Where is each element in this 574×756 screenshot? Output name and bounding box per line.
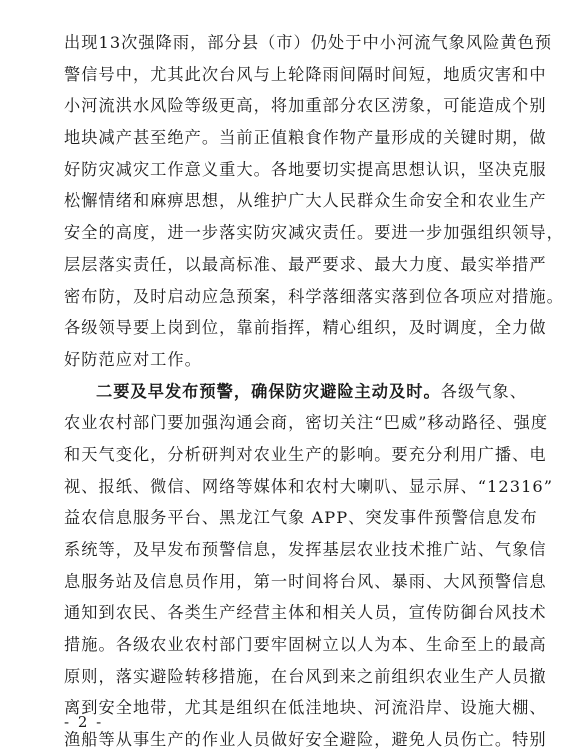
text-line: 措施。各级农业农村部门要牢固树立以人为本、生命至上的最高 — [64, 635, 547, 655]
text-line: 各级领导要上岗到位，靠前指挥，精心组织，及时调度，全力做 — [64, 318, 547, 338]
text-line: 好防灾减灾工作意义重大。各地要切实提高思想认识，坚决克服 — [64, 159, 547, 179]
text-line: 益农信息服务平台、黑龙江气象 APP、突发事件预警信息发布 — [64, 508, 538, 528]
text-line: 通知到农民、各类生产经营主体和相关人员，宣传防御台风技术 — [64, 603, 547, 623]
section-heading: 二要及早发布预警，确保防灾避险主动及时。 — [96, 381, 441, 401]
text-fragment: 各级气象、 — [440, 381, 527, 401]
paragraph-1 — [64, 27, 564, 376]
document-body — [64, 27, 564, 756]
text-line: 好防范应对工作。 — [64, 349, 202, 369]
page-number: - 2 - — [64, 713, 104, 731]
text-line: 层层落实责任，以最高标准、最严要求、最大力度、最实举措严 — [64, 254, 547, 274]
text-line: 密布防，及时启动应急预案，科学落细落实落到位各项应对措施。 — [64, 286, 564, 306]
text-line: 小河流洪水风险等级更高，将加重部分农区涝象，可能造成个别 — [64, 96, 547, 116]
text-line: 安全的高度，进一步落实防灾减灾责任。要进一步加强组织领导， — [64, 223, 564, 243]
paragraph-2-first-line — [64, 376, 527, 408]
text-line: 离到安全地带，尤其是组织在低洼地块、河流沿岸、设施大棚、 — [64, 698, 547, 718]
text-line: 地块减产甚至绝产。当前正值粮食作物产量形成的关键时期，做 — [64, 128, 547, 148]
text-line: 息服务站及信息员作用，第一时间将台风、暴雨、大风预警信息 — [64, 571, 547, 591]
text-line: 视、报纸、微信、网络等媒体和农村大喇叭、显示屏、“12316” — [64, 476, 554, 496]
text-line: 出现13次强降雨，部分县（市）仍处于中小河流气象风险黄色预 — [64, 33, 553, 52]
text-line: 和天气变化，分析研判对农业生产的影响。要充分利用广播、电 — [64, 444, 547, 464]
text-line: 系统等，及早发布预警信息，发挥基层农业技术推广站、气象信 — [64, 540, 547, 559]
text-line: 渔船等从事生产的作业人员做好安全避险，避免人员伤亡。特别 — [64, 730, 547, 750]
text-line: 松懈情绪和麻痹思想，从维护广大人民群众生命安全和农业生产 — [64, 191, 547, 211]
text-line: 原则，落实避险转移措施，在台风到来之前组织农业生产人员撤 — [64, 666, 547, 686]
text-line: 警信号中，尤其此次台风与上轮降雨间隔时间短，地质灾害和中 — [64, 64, 547, 84]
paragraph-2 — [64, 376, 554, 756]
text-line: 农业农村部门要加强沟通会商，密切关注“巴威”移动路径、强度 — [64, 413, 549, 433]
